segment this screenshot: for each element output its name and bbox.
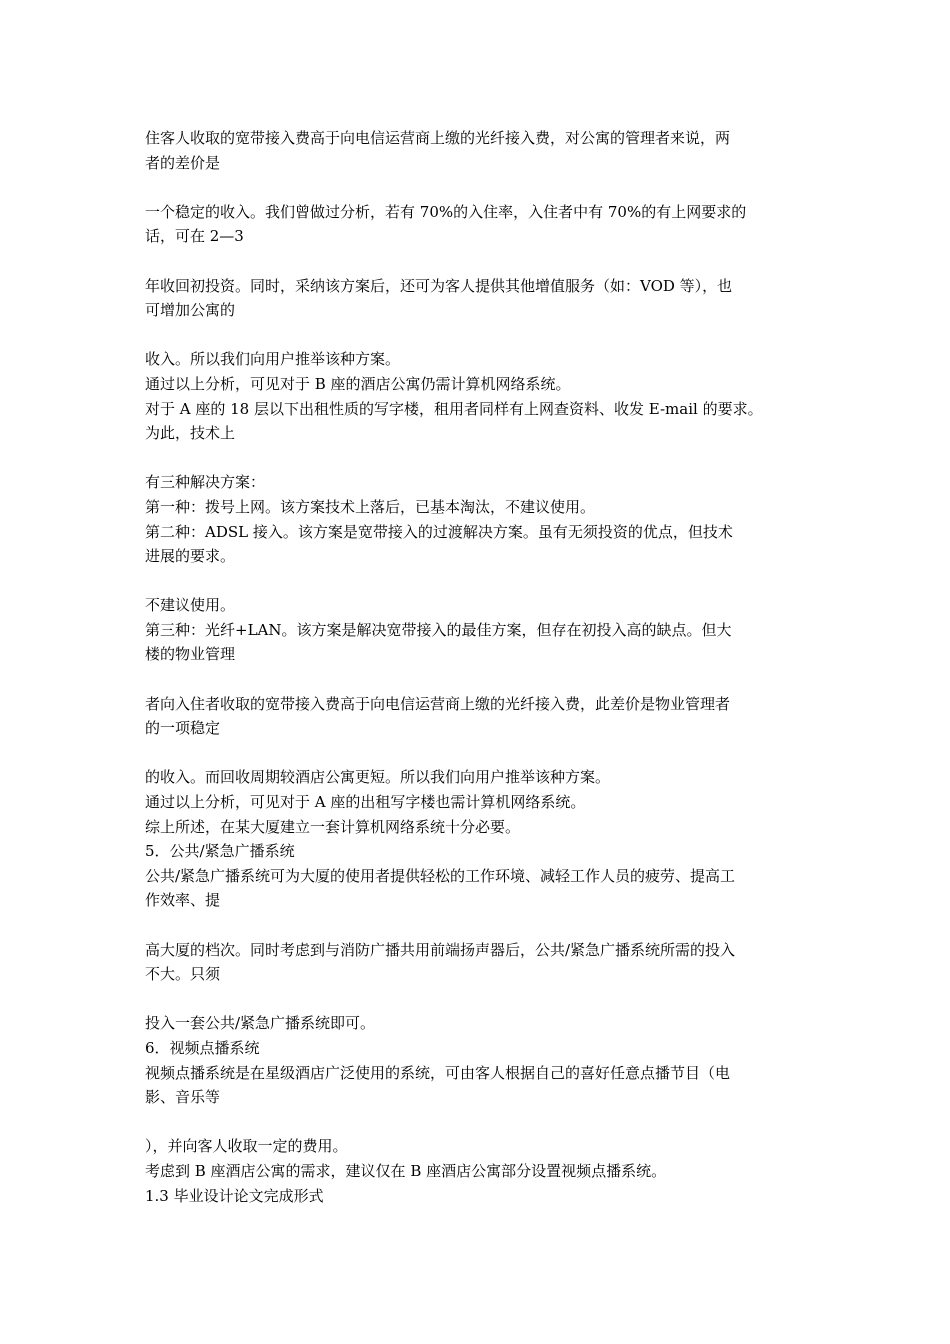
- text-line: 视频点播系统是在星级酒店广泛使用的系统，可由客人根据自己的喜好任意点播节目（电: [145, 1063, 731, 1082]
- text-line: 考虑到 B 座酒店公寓的需求，建议仅在 B 座酒店公寓部分设置视频点播系统。: [145, 1161, 667, 1180]
- text-line: 对于 A 座的 18 层以下出租性质的写字楼，租用者同样有上网查资料、收发 E-mail 的要求。: [145, 399, 763, 418]
- text-line: 的收入。而回收周期较酒店公寓更短。所以我们向用户推举该种方案。: [145, 768, 611, 787]
- text-line: 可增加公寓的: [145, 301, 236, 320]
- text-line: 楼的物业管理: [145, 645, 236, 664]
- text-line: 者的差价是: [145, 153, 221, 172]
- text-line: 者向入住者收取的宽带接入费高于向电信运营商上缴的光纤接入费，此差价是物业管理者: [145, 694, 731, 713]
- section-heading: 1.3 毕业设计论文完成形式: [145, 1186, 324, 1205]
- text-line: 影、音乐等: [145, 1088, 221, 1107]
- text-line: 不建议使用。: [145, 596, 236, 615]
- text-line: 年收回初投资。同时，采纳该方案后，还可为客人提供其他增值服务（如：VOD 等），也: [145, 276, 733, 295]
- text-line: ），并向客人收取一定的费用。: [145, 1137, 348, 1156]
- text-line: 进展的要求。: [145, 547, 236, 566]
- text-line: 高大厦的档次。同时考虑到与消防广播共用前端扬声器后，公共/紧急广播系统所需的投入: [145, 940, 736, 959]
- text-line: 有三种解决方案：: [145, 473, 266, 492]
- text-line: 第一种：拨号上网。该方案技术上落后，已基本淘汰，不建议使用。: [145, 497, 596, 516]
- text-line: 收入。所以我们向用户推举该种方案。: [145, 350, 401, 369]
- text-line: 话，可在 2—3: [145, 227, 244, 246]
- text-line: 第三种：光纤+LAN。该方案是解决宽带接入的最佳方案，但存在初投入高的缺点。但大: [145, 620, 732, 639]
- text-line: 作效率、提: [145, 891, 221, 910]
- text-line: 通过以上分析，可见对于 A 座的出租写字楼也需计算机网络系统。: [145, 793, 586, 812]
- text-line: 为此，技术上: [145, 424, 236, 443]
- section-heading: 6．视频点播系统: [145, 1038, 260, 1057]
- document-body: [145, 126, 825, 1208]
- text-line: 公共/紧急广播系统可为大厦的使用者提供轻松的工作环境、减轻工作人员的疲劳、提高工: [145, 866, 736, 885]
- text-line: 综上所述，在某大厦建立一套计算机网络系统十分必要。: [145, 817, 521, 836]
- text-line: 的一项稳定: [145, 719, 221, 738]
- section-heading: 5．公共/紧急广播系统: [145, 842, 295, 861]
- text-line: 住客人收取的宽带接入费高于向电信运营商上缴的光纤接入费，对公寓的管理者来说，两: [145, 129, 731, 147]
- text-line: 投入一套公共/紧急广播系统即可。: [145, 1014, 376, 1033]
- text-line: 第二种：ADSL 接入。该方案是宽带接入的过渡解决方案。虽有无须投资的优点，但技术: [145, 522, 733, 541]
- text-line: 一个稳定的收入。我们曾做过分析，若有 70%的入住率，入住者中有 70%的有上网要求的: [145, 202, 747, 221]
- text-line: 通过以上分析，可见对于 B 座的酒店公寓仍需计算机网络系统。: [145, 374, 571, 393]
- text-line: 不大。只须: [145, 965, 221, 984]
